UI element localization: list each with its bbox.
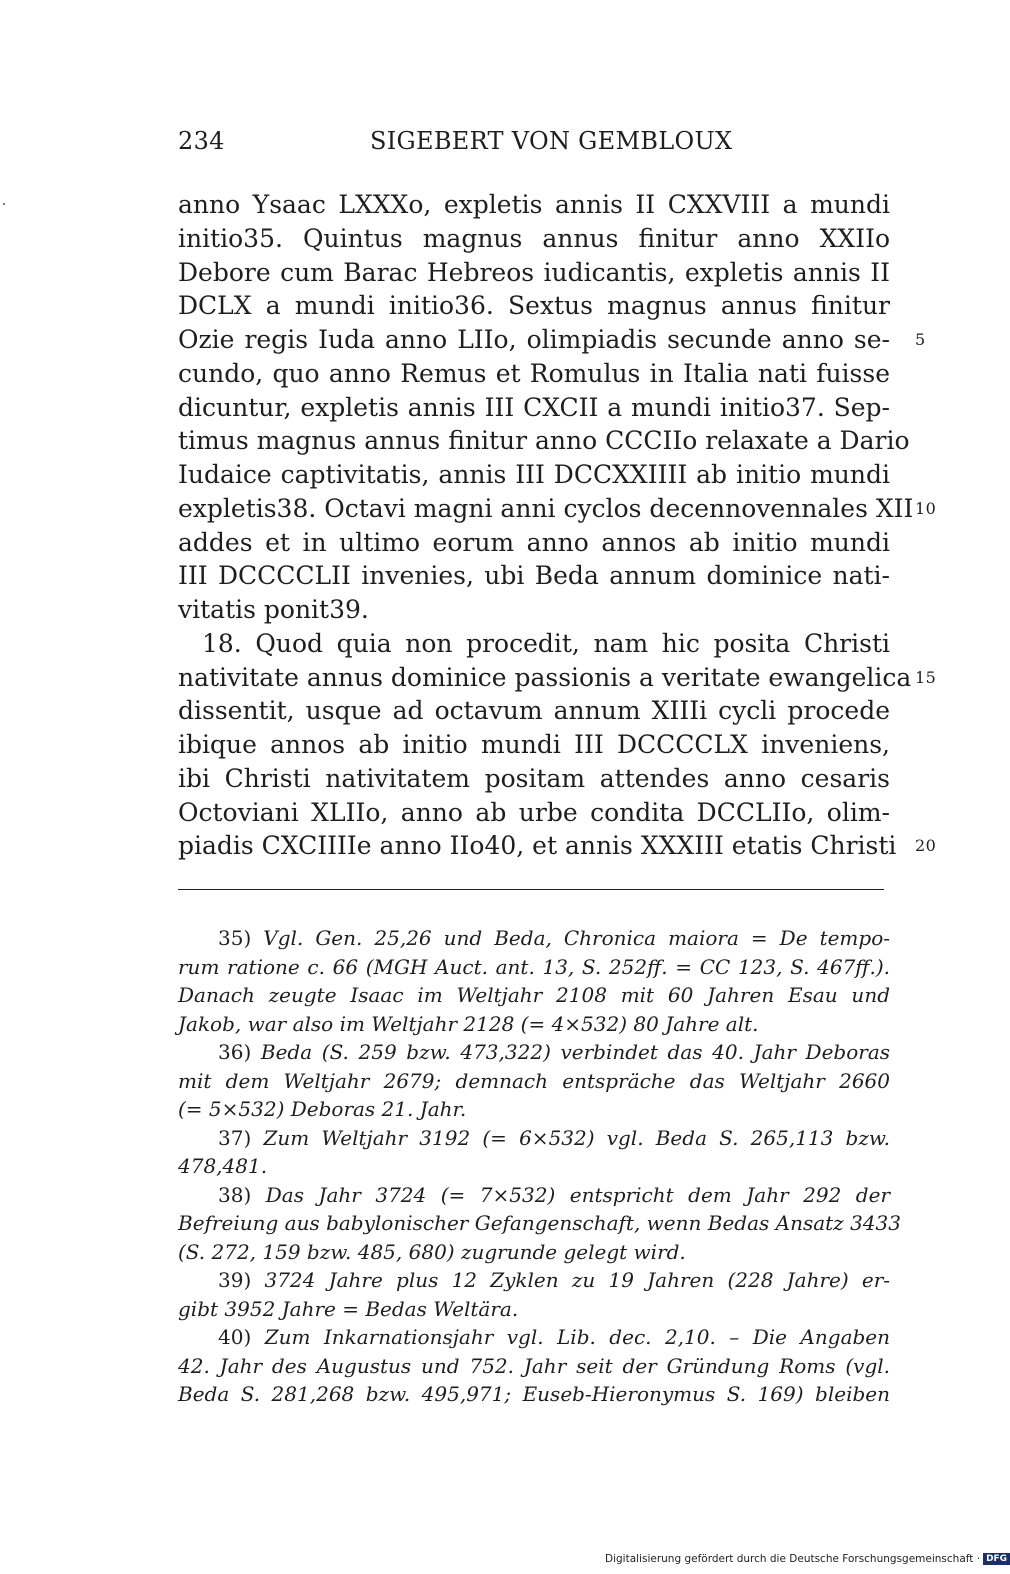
- text-line-content: dicuntur, expletis annis III CXCII a mundi initio37. Sep-: [178, 392, 890, 422]
- text-line: [178, 728, 890, 762]
- text-line: [178, 526, 890, 560]
- text-line-content: 18. Quod quia non procedit, nam hic posita Christi: [202, 628, 890, 658]
- footnote-number: 39): [218, 1268, 252, 1292]
- footnote-number: 40): [218, 1325, 252, 1349]
- footnote-number: 37): [218, 1125, 252, 1150]
- text-line-content: Ozie regis Iuda anno LIIo, olimpiadis secunde anno se-: [178, 325, 890, 354]
- text-line: [178, 694, 890, 728]
- text-line-content: dissentit, usque ad octavum annum XIIIi cycli procede: [178, 696, 890, 726]
- line-number: 20: [915, 836, 937, 856]
- text-line: [178, 829, 937, 863]
- footnote-line: [178, 1010, 890, 1039]
- text-line-content: addes et in ultimo eorum anno annos ab initio mundi: [178, 527, 890, 557]
- footnote-text: (S. 272, 159 bzw. 485, 680) zugrunde gelegt wird.: [178, 1239, 686, 1264]
- footnote-text: Befreiung aus babylonischer Gefangenschaft, wenn Bedas Ansatz 3433: [178, 1211, 901, 1235]
- line-number: 10: [915, 498, 937, 518]
- text-line: [178, 391, 890, 425]
- footnote-line: [178, 1295, 890, 1324]
- footnote-text: Zum Inkarnationsjahr vgl. Lib. dec. 2,10. – Die Angaben: [264, 1325, 891, 1349]
- running-title: SIGEBERT VON GEMBLOUX: [370, 127, 733, 155]
- footnote-text: Jakob, war also im Weltjahr 2128 (= 4×532) 80 Jahre alt.: [178, 1011, 759, 1036]
- footnote-text: (= 5×532) Deboras 21. Jahr.: [178, 1097, 467, 1121]
- footnote-text: Zum Weltjahr 3192 (= 6×532) vgl. Beda S. 265,113 bzw.: [263, 1125, 890, 1150]
- text-line: [178, 559, 890, 593]
- text-line: [178, 492, 937, 526]
- page-number: 234: [178, 127, 225, 155]
- footnote-line: [178, 1152, 890, 1181]
- footnote-line: [178, 1352, 890, 1381]
- footnote-line: [178, 953, 890, 982]
- footnote-number: 35): [218, 926, 252, 950]
- footnote-text: Beda S. 281,268 bzw. 495,971; Euseb-Hieronymus S. 169) bleiben: [178, 1382, 890, 1406]
- footnote-line: [178, 924, 890, 953]
- footnote-line: [178, 1266, 890, 1295]
- digitization-footer: [605, 1553, 1010, 1565]
- margin-speck: [3, 203, 5, 205]
- footnote-text: gibt 3952 Jahre = Bedas Weltära.: [178, 1296, 519, 1321]
- text-line-content: anno Ysaac LXXXo, expletis annis II CXXVIII a mundi: [178, 190, 890, 219]
- footnote-line: [178, 1380, 890, 1409]
- footnote-line: [178, 1238, 890, 1267]
- footnote: [178, 1323, 890, 1409]
- footnote-line: [178, 981, 890, 1010]
- text-line-content: timus magnus annus finitur anno CCCIIo relaxate a Dario: [178, 426, 910, 456]
- main-text: [178, 188, 937, 863]
- text-line: [178, 323, 926, 357]
- footnotes: [178, 924, 901, 1409]
- text-line-content: expletis38. Octavi magni anni cyclos decennovennales XII: [178, 493, 914, 523]
- text-line: [178, 762, 890, 796]
- dfg-logo: DFG: [983, 1553, 1010, 1565]
- text-line-content: Octoviani XLIIo, anno ab urbe condita DCCLIIo, olim-: [178, 797, 890, 827]
- footnote: [178, 1124, 890, 1181]
- text-line-content: Iudaice captivitatis, annis III DCCXXIIII ab initio mundi: [178, 460, 890, 489]
- footnote: [178, 1181, 901, 1267]
- line-number: 15: [915, 667, 937, 687]
- text-line: [178, 357, 890, 391]
- footnote-line: [178, 1323, 890, 1352]
- text-line-content: nativitate annus dominice passionis a veritate ewangelica: [178, 662, 912, 692]
- footnote-rule: [178, 889, 884, 890]
- footnote-text: rum ratione c. 66 (MGH Auct. ant. 13, S. 252ff. = CC 123, S. 467ff.).: [178, 954, 890, 979]
- text-line: [178, 424, 910, 458]
- text-line-content: ibi Christi nativitatem positam attendes anno cesaris: [178, 763, 890, 793]
- text-line-content: cundo, quo anno Remus et Romulus in Italia nati fuisse: [178, 358, 890, 388]
- text-line: [178, 593, 890, 627]
- text-line-content: Debore cum Barac Hebreos iudicantis, expletis annis II: [178, 257, 890, 287]
- text-line-content: DCLX a mundi initio36. Sextus magnus annus finitur: [178, 291, 890, 321]
- footnote-text: 478,481.: [178, 1154, 268, 1178]
- text-line-content: III DCCCCLII invenies, ubi Beda annum dominice nati-: [178, 561, 890, 591]
- footnote: [178, 924, 890, 1038]
- text-line: [178, 796, 890, 830]
- text-line: [178, 661, 937, 695]
- text-line-content: ibique annos ab initio mundi III DCCCCLX inveniens,: [178, 730, 890, 759]
- footnote-line: [178, 1181, 890, 1210]
- footnote-line: [178, 1038, 890, 1067]
- text-line-content: initio35. Quintus magnus annus finitur anno XXIIo: [178, 223, 890, 253]
- footer-credit: Digitalisierung gefördert durch die Deutsche Forschungsgemeinschaft ·: [605, 1553, 981, 1565]
- footnote-line: [178, 1067, 890, 1096]
- text-line: [178, 222, 890, 256]
- footnote: [178, 1266, 890, 1323]
- text-line: [178, 188, 890, 222]
- footnote-text: 3724 Jahre plus 12 Zyklen zu 19 Jahren (228 Jahre) er-: [264, 1268, 891, 1292]
- footnote-number: 36): [218, 1040, 252, 1064]
- footnote-line: [178, 1124, 890, 1153]
- footnote-text: 42. Jahr des Augustus und 752. Jahr seit der Gründung Roms (vgl.: [178, 1353, 890, 1378]
- text-line: [178, 289, 890, 323]
- footnote-text: mit dem Weltjahr 2679; demnach entspräche das Weltjahr 2660: [178, 1068, 890, 1093]
- text-line-content: piadis CXCIIIIe anno IIo40, et annis XXXIII etatis Christi: [178, 831, 897, 861]
- text-line-content: vitatis ponit39.: [178, 595, 369, 624]
- footnote-text: Danach zeugte Isaac im Weltjahr 2108 mit 60 Jahren Esau und: [178, 983, 890, 1007]
- footnote-line: [178, 1095, 890, 1124]
- line-number: 5: [915, 330, 926, 349]
- footnote-text: Das Jahr 3724 (= 7×532) entspricht dem Jahr 292 der: [265, 1182, 890, 1207]
- text-line: [178, 627, 890, 661]
- footnote-number: 38): [218, 1182, 252, 1207]
- text-line: [178, 458, 890, 492]
- footnote-text: Vgl. Gen. 25,26 und Beda, Chronica maiora = De tempo-: [263, 926, 891, 950]
- footnote: [178, 1038, 890, 1124]
- footnote-line: [178, 1209, 901, 1238]
- footnote-text: Beda (S. 259 bzw. 473,322) verbindet das 40. Jahr Deboras: [260, 1040, 891, 1064]
- text-line: [178, 256, 890, 290]
